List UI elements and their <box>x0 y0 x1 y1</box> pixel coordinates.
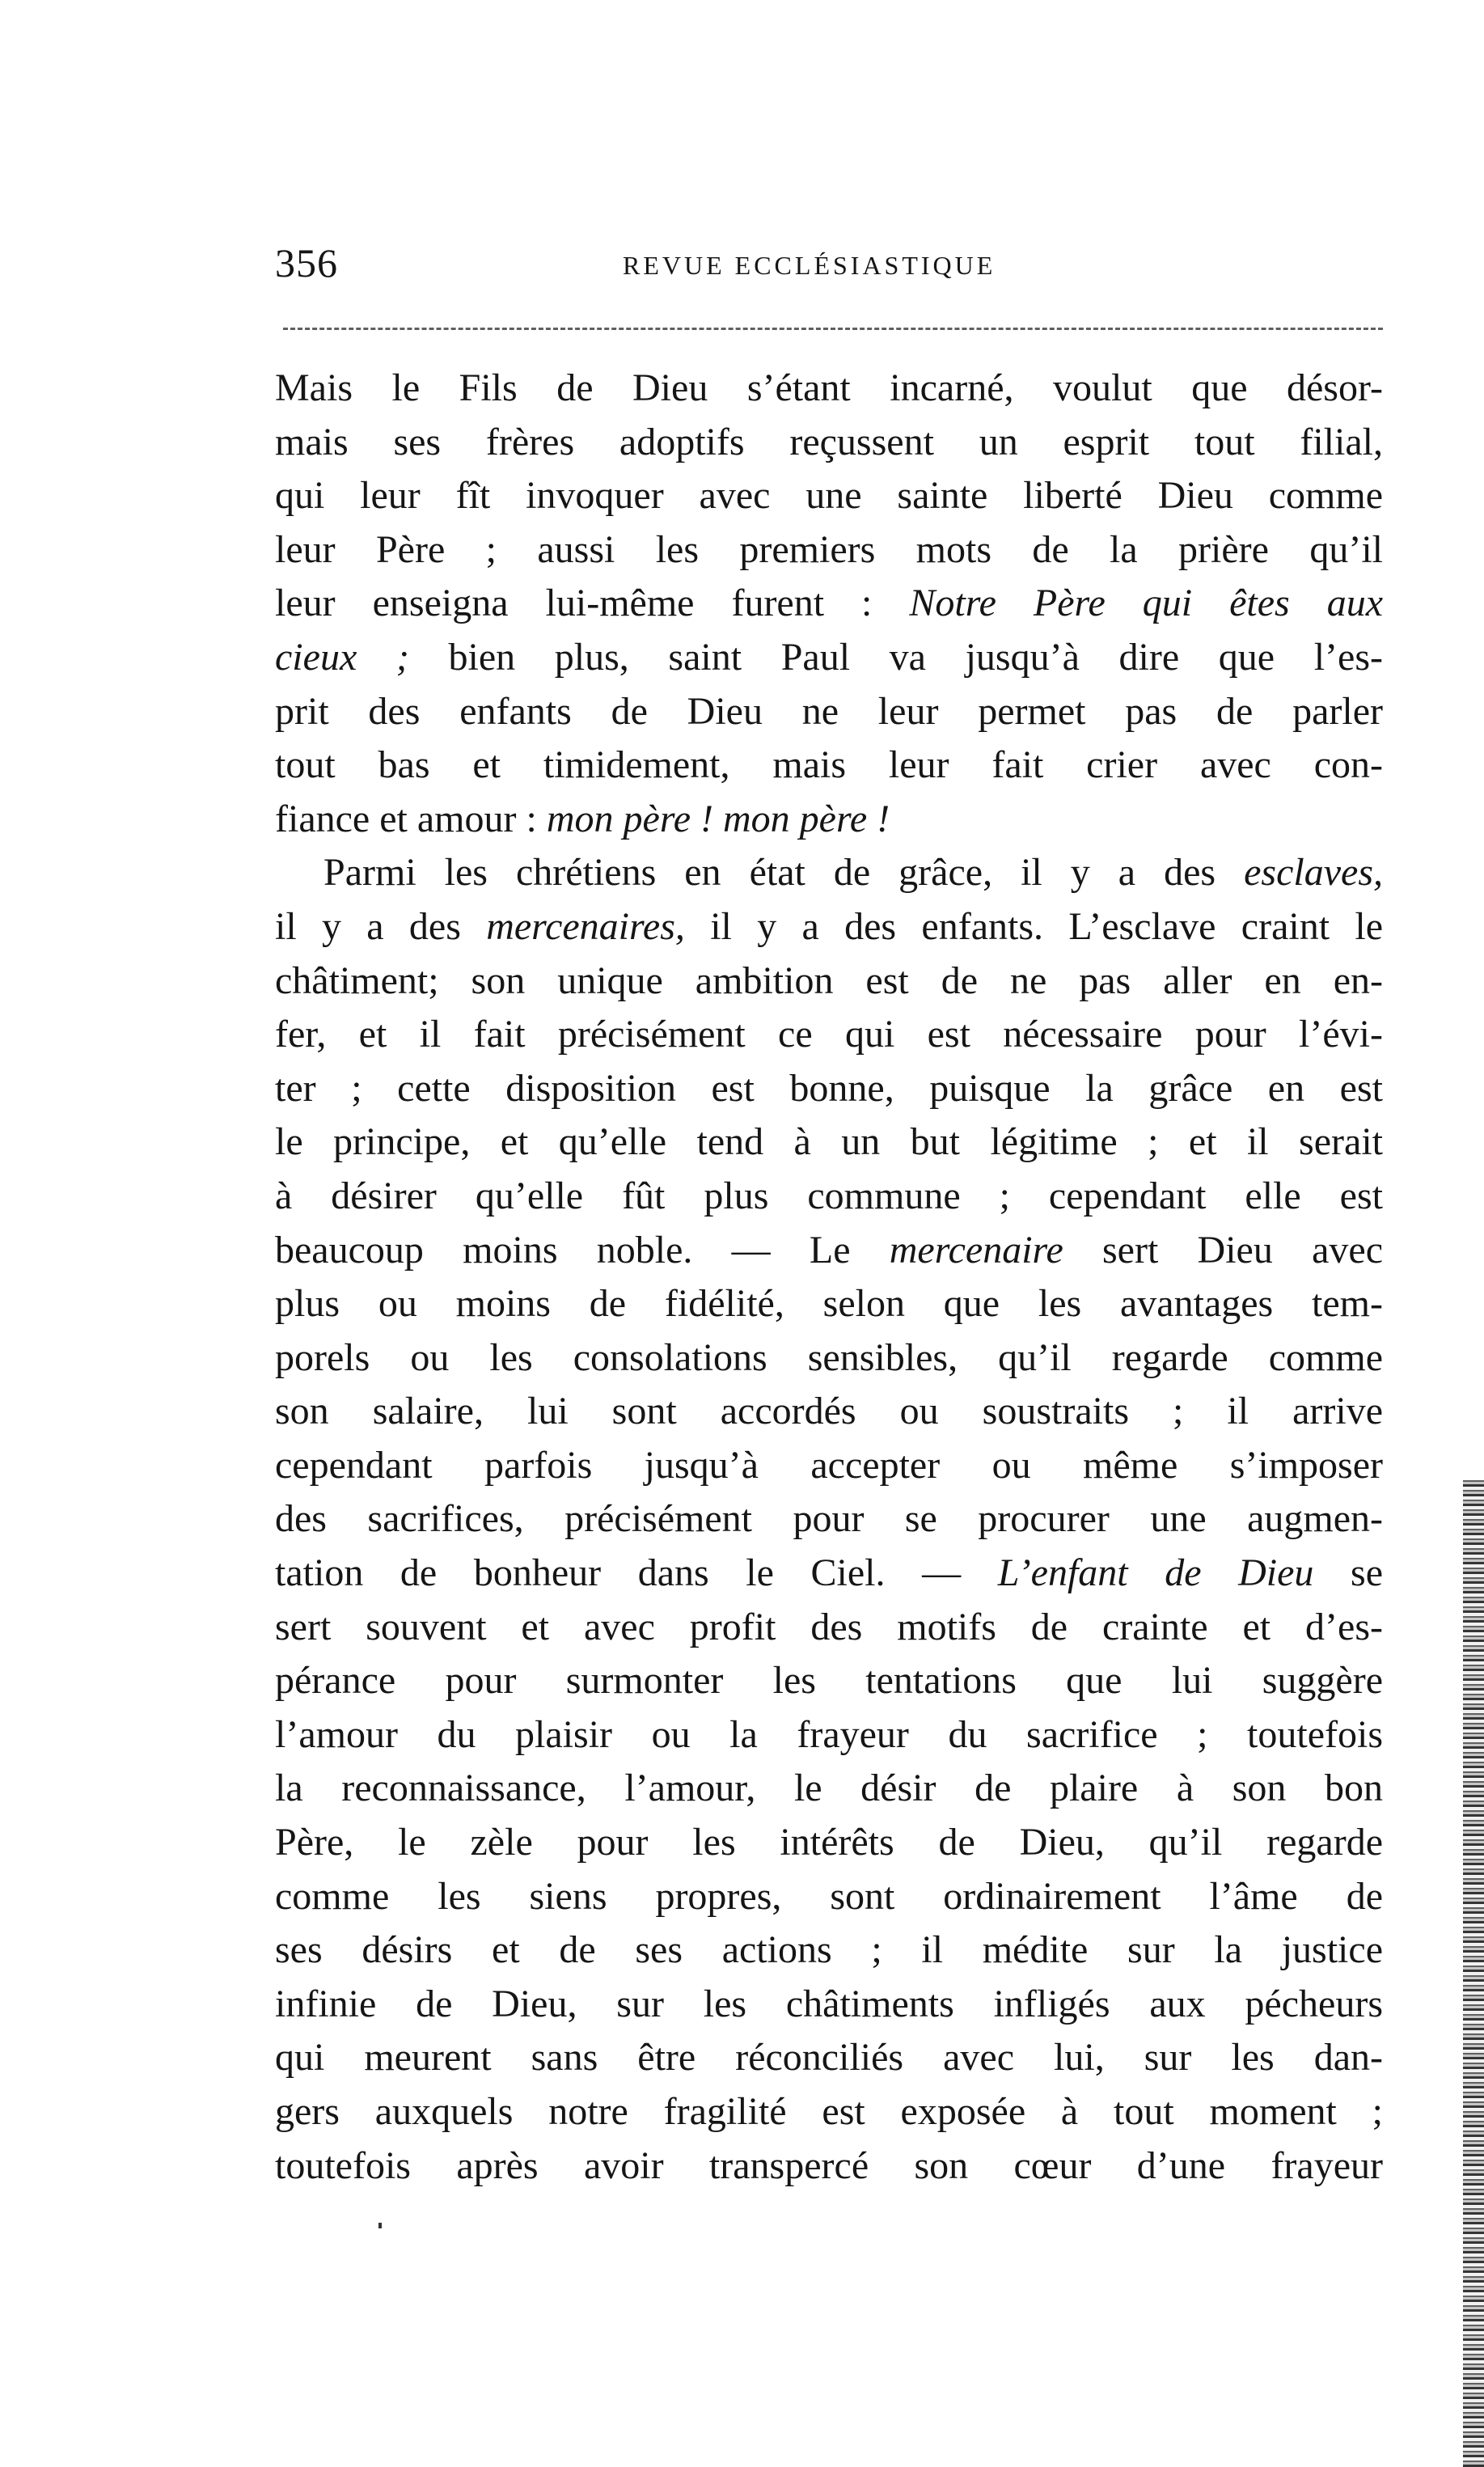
text-line: cependant parfois jusqu’à accepter ou même s’imposer <box>275 1443 1383 1487</box>
text-line: Mais le Fils de Dieu s’étant incarné, voulut que désor- <box>275 366 1383 409</box>
page-number: 356 <box>275 240 338 286</box>
scan-page-edge <box>1463 1480 1484 2467</box>
text-line: qui leur fît invoquer avec une sainte liberté Dieu comme <box>275 474 1383 518</box>
running-head: REVUE ECCLÉSIASTIQUE <box>623 251 996 280</box>
text-line: ses désirs et de ses actions ; il médite sur la justice <box>275 1928 1383 1972</box>
text-line: Père, le zèle pour les intérêts de Dieu, qu’il regarde <box>275 1821 1383 1864</box>
text-line: l’amour du plaisir ou la frayeur du sacrifice ; toutefois <box>275 1712 1383 1756</box>
text-line: toutefois après avoir transpercé son cœur d’une frayeur <box>275 2143 1383 2187</box>
text-line: Parmi les chrétiens en état de grâce, il y a des esclaves, <box>323 851 1383 895</box>
text-line: plus ou moins de fidélité, selon que les avantages tem- <box>275 1282 1383 1326</box>
text-line: pérance pour surmonter les tentations que lui suggère <box>275 1659 1383 1703</box>
text-line: beaucoup moins noble. — Le mercenaire sert Dieu avec <box>275 1228 1383 1272</box>
text-line: à désirer qu’elle fût plus commune ; cependant elle est <box>275 1174 1383 1217</box>
scan-speck <box>378 2223 382 2228</box>
page-header <box>275 236 1383 294</box>
text-line: fiance et amour : mon père ! mon père ! <box>275 797 890 840</box>
text-line: comme les siens propres, sont ordinairement l’âme de <box>275 1874 1383 1918</box>
text-line: fer, et il fait précisément ce qui est nécessaire pour l’évi- <box>275 1013 1383 1056</box>
header-rule <box>283 328 1383 330</box>
text-line: la reconnaissance, l’amour, le désir de plaire à son bon <box>275 1767 1383 1810</box>
body-text <box>275 362 1383 2193</box>
text-line: cieux ; bien plus, saint Paul va jusqu’à dire que l’es- <box>275 635 1384 679</box>
text-line: leur enseigna lui-même furent : Notre Père qui êtes aux <box>275 582 1383 625</box>
text-line: leur Père ; aussi les premiers mots de la prière qu’il <box>275 527 1383 571</box>
text-line: ter ; cette disposition est bonne, puisque la grâce en est <box>275 1066 1383 1110</box>
text-line: il y a des mercenaires, il y a des enfants. L’esclave craint le <box>275 904 1383 948</box>
text-line: infinie de Dieu, sur les châtiments infligés aux pécheurs <box>275 1982 1383 2025</box>
text-line: gers auxquels notre fragilité est exposée à tout moment ; <box>275 2090 1383 2133</box>
text-line: son salaire, lui sont accordés ou soustraits ; il arrive <box>275 1390 1383 1433</box>
text-line: le principe, et qu’elle tend à un but légitime ; et il serait <box>275 1120 1383 1164</box>
text-line: prit des enfants de Dieu ne leur permet pas de parler <box>275 689 1383 733</box>
text-line: tation de bonheur dans le Ciel. — L’enfant de Dieu se <box>275 1551 1384 1595</box>
text-line: châtiment; son unique ambition est de ne pas aller en en- <box>275 958 1383 1002</box>
text-line: sert souvent et avec profit des motifs de crainte et d’es- <box>275 1605 1383 1648</box>
text-line: des sacrifices, précisément pour se procurer une augmen- <box>275 1497 1383 1541</box>
text-line: mais ses frères adoptifs reçussent un esprit tout filial, <box>275 420 1383 463</box>
text-line: porels ou les consolations sensibles, qu’il regarde comme <box>275 1335 1383 1379</box>
text-line: qui meurent sans être réconciliés avec lui, sur les dan- <box>275 2036 1383 2080</box>
text-line: tout bas et timidement, mais leur fait crier avec con- <box>275 743 1383 787</box>
